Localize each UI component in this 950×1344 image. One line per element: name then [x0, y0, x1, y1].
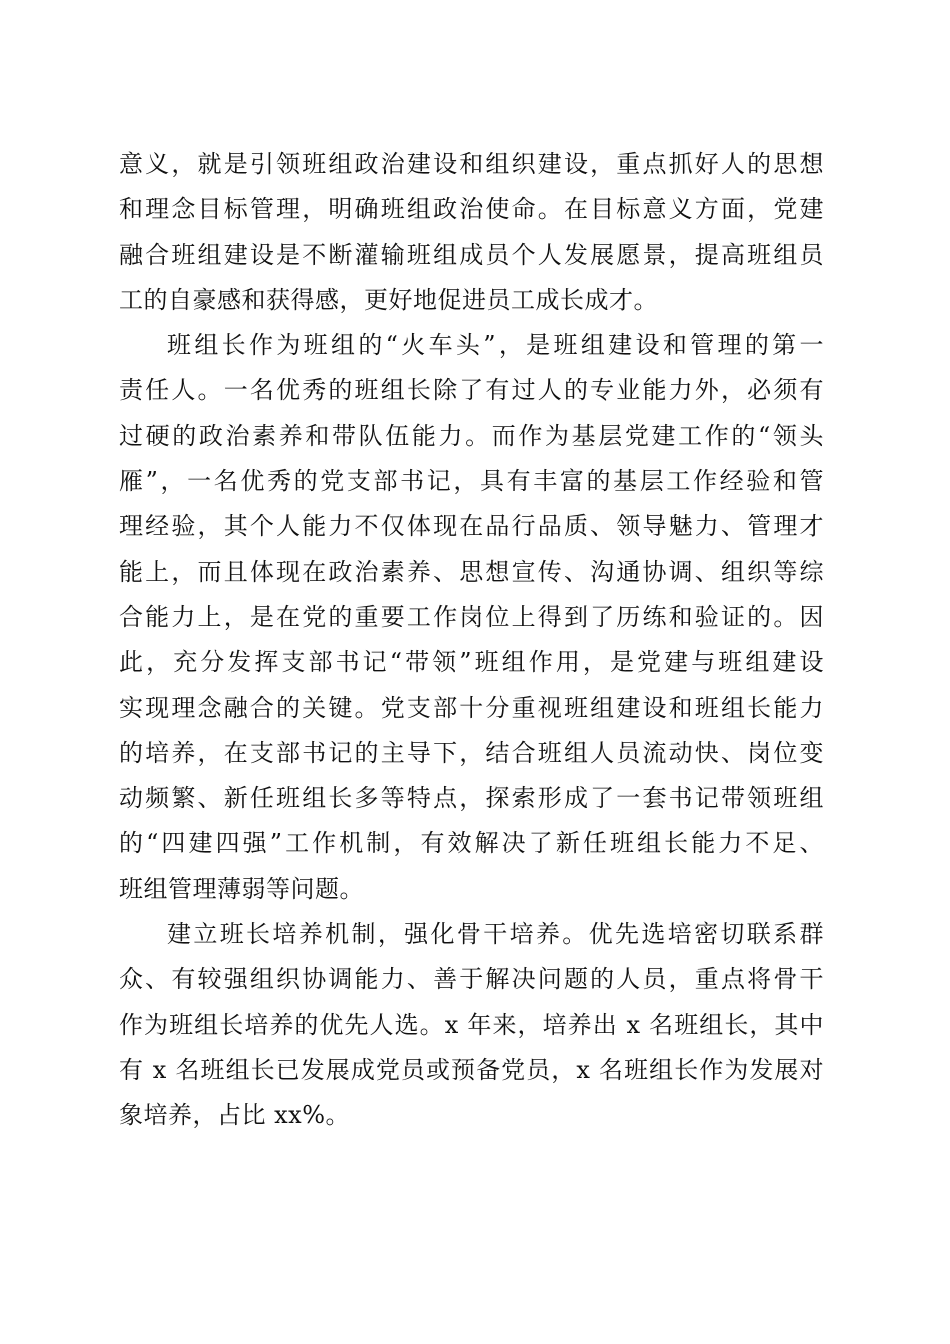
paragraph-2-line-3: 过硬的政治素养和带队伍能力。而作为基层党建工作的“领头 [119, 421, 824, 450]
paragraph-2-line-12: 的“四建四强”工作机制，有效解决了新任班组长能力不足、 [119, 829, 824, 858]
paragraph-1-line-1: 意义，就是引领班组政治建设和组织建设，重点抓好人的思想 [119, 150, 824, 178]
paragraph-2-line-2: 责任人。一名优秀的班组长除了有过人的专业能力外，必须有 [119, 376, 824, 405]
paragraph-2-line-10: 的培养，在支部书记的主导下，结合班组人员流动快、岗位变 [119, 738, 824, 767]
paragraph-2-line-11: 动频繁、新任班组长多等特点，探索形成了一套书记带领班组 [119, 784, 824, 813]
paragraph-2-line-9: 实现理念融合的关键。党支部十分重视班组建设和班组长能力 [119, 693, 824, 722]
paragraph-2-line-6: 能上，而且体现在政治素养、思想宣传、沟通协调、组织等综 [119, 557, 824, 586]
paragraph-3-line-1: 建立班长培养机制，强化骨干培养。优先选培密切联系群 [167, 920, 824, 949]
body-text [119, 142, 824, 1139]
paragraph-1-line-2: 和理念目标管理，明确班组政治使命。在目标意义方面，党建 [119, 195, 824, 224]
paragraph-3-line-4: 有 x 名班组长已发展成党员或预备党员，x 名班组长作为发展对 [119, 1055, 824, 1084]
paragraph-2-line-13: 班组管理薄弱等问题。 [119, 874, 364, 903]
paragraph-3-line-3: 作为班组长培养的优先人选。x 年来，培养出 x 名班组长，其中 [119, 1010, 824, 1039]
paragraph-2-line-7: 合能力上，是在党的重要工作岗位上得到了历练和验证的。因 [119, 602, 824, 631]
paragraph-3-line-5: 象培养，占比 xx%。 [119, 1101, 351, 1130]
paragraph-1-line-4: 工的自豪感和获得感，更好地促进员工成长成才。 [119, 285, 658, 314]
paragraph-2-line-8: 此，充分发挥支部书记“带领”班组作用，是党建与班组建设 [119, 648, 824, 677]
paragraph-2-line-5: 理经验，其个人能力不仅体现在品行品质、领导魅力、管理才 [119, 512, 824, 541]
paragraph-1-line-3: 融合班组建设是不断灌输班组成员个人发展愿景，提高班组员 [119, 240, 824, 269]
paragraph-2-line-1: 班组长作为班组的“火车头”，是班组建设和管理的第一 [167, 331, 824, 360]
paragraph-2-line-4: 雁”，一名优秀的党支部书记，具有丰富的基层工作经验和管 [119, 467, 824, 496]
paragraph-3-line-2: 众、有较强组织协调能力、善于解决问题的人员，重点将骨干 [119, 965, 824, 994]
